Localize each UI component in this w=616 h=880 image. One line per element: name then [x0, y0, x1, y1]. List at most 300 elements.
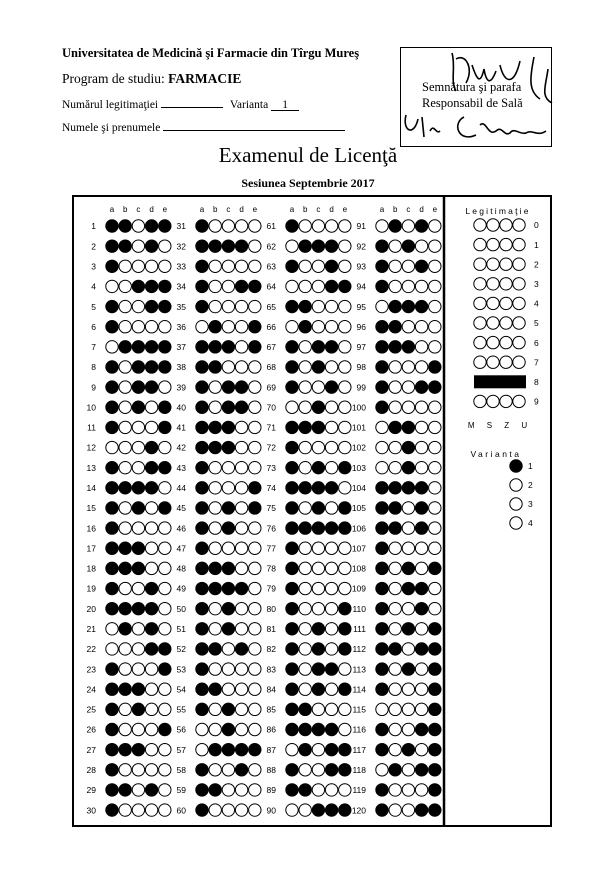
legitimation-bubble-4[interactable] [500, 297, 512, 309]
bubble-q63-b[interactable] [299, 260, 311, 272]
bubble-q6-a[interactable] [106, 321, 118, 333]
bubble-q5-c[interactable] [132, 300, 144, 312]
bubble-q2-c[interactable] [132, 240, 144, 252]
bubble-q47-a[interactable] [196, 542, 208, 554]
bubble-q16-e[interactable] [159, 522, 171, 534]
bubble-q82-d[interactable] [325, 643, 337, 655]
bubble-q12-d[interactable] [145, 441, 157, 453]
bubble-q32-c[interactable] [222, 240, 234, 252]
bubble-q38-b[interactable] [209, 361, 221, 373]
bubble-q85-e[interactable] [339, 703, 351, 715]
bubble-q38-a[interactable] [196, 361, 208, 373]
bubble-q106-c[interactable] [402, 522, 414, 534]
bubble-q101-e[interactable] [429, 421, 441, 433]
bubble-q19-d[interactable] [145, 582, 157, 594]
bubble-q50-b[interactable] [209, 602, 221, 614]
bubble-q69-e[interactable] [339, 381, 351, 393]
bubble-q39-c[interactable] [222, 381, 234, 393]
bubble-q93-c[interactable] [402, 260, 414, 272]
bubble-q78-c[interactable] [312, 562, 324, 574]
bubble-q21-b[interactable] [119, 623, 131, 635]
bubble-q111-e[interactable] [429, 623, 441, 635]
bubble-q50-d[interactable] [235, 602, 247, 614]
bubble-q56-b[interactable] [209, 723, 221, 735]
bubble-q108-a[interactable] [376, 562, 388, 574]
bubble-q79-a[interactable] [286, 582, 298, 594]
bubble-q110-b[interactable] [389, 602, 401, 614]
bubble-q33-b[interactable] [209, 260, 221, 272]
bubble-q83-c[interactable] [312, 663, 324, 675]
bubble-q58-d[interactable] [235, 764, 247, 776]
bubble-q25-d[interactable] [145, 703, 157, 715]
bubble-q117-a[interactable] [376, 743, 388, 755]
bubble-q73-a[interactable] [286, 461, 298, 473]
bubble-q31-c[interactable] [222, 220, 234, 232]
bubble-q27-b[interactable] [119, 743, 131, 755]
bubble-q77-d[interactable] [325, 542, 337, 554]
bubble-q22-c[interactable] [132, 643, 144, 655]
bubble-q116-b[interactable] [389, 723, 401, 735]
bubble-q64-e[interactable] [339, 280, 351, 292]
bubble-q98-d[interactable] [415, 361, 427, 373]
bubble-q13-a[interactable] [106, 461, 118, 473]
bubble-q80-d[interactable] [325, 602, 337, 614]
bubble-q35-c[interactable] [222, 300, 234, 312]
bubble-q102-e[interactable] [429, 441, 441, 453]
bubble-q90-d[interactable] [325, 804, 337, 816]
bubble-q46-d[interactable] [235, 522, 247, 534]
bubble-q74-d[interactable] [325, 482, 337, 494]
bubble-q74-b[interactable] [299, 482, 311, 494]
bubble-q53-a[interactable] [196, 663, 208, 675]
bubble-q2-d[interactable] [145, 240, 157, 252]
bubble-q97-b[interactable] [389, 341, 401, 353]
bubble-q72-d[interactable] [325, 441, 337, 453]
variant-bubble-1[interactable] [510, 460, 522, 472]
bubble-q1-e[interactable] [159, 220, 171, 232]
bubble-q52-b[interactable] [209, 643, 221, 655]
bubble-q62-b[interactable] [299, 240, 311, 252]
bubble-q60-a[interactable] [196, 804, 208, 816]
bubble-q87-e[interactable] [339, 743, 351, 755]
bubble-q66-d[interactable] [325, 321, 337, 333]
bubble-q66-e[interactable] [339, 321, 351, 333]
bubble-q81-c[interactable] [312, 623, 324, 635]
bubble-q60-b[interactable] [209, 804, 221, 816]
bubble-q67-c[interactable] [312, 341, 324, 353]
bubble-q90-e[interactable] [339, 804, 351, 816]
bubble-q76-b[interactable] [299, 522, 311, 534]
bubble-q109-e[interactable] [429, 582, 441, 594]
bubble-q7-e[interactable] [159, 341, 171, 353]
bubble-q79-e[interactable] [339, 582, 351, 594]
bubble-q38-c[interactable] [222, 361, 234, 373]
bubble-q41-b[interactable] [209, 421, 221, 433]
bubble-q37-b[interactable] [209, 341, 221, 353]
bubble-q96-c[interactable] [402, 321, 414, 333]
bubble-q97-a[interactable] [376, 341, 388, 353]
bubble-q46-a[interactable] [196, 522, 208, 534]
legitimation-bubble-5[interactable] [487, 317, 499, 329]
bubble-q109-d[interactable] [415, 582, 427, 594]
bubble-q75-d[interactable] [325, 502, 337, 514]
bubble-q24-a[interactable] [106, 683, 118, 695]
bubble-q23-e[interactable] [159, 663, 171, 675]
bubble-q98-e[interactable] [429, 361, 441, 373]
bubble-q7-d[interactable] [145, 341, 157, 353]
bubble-q38-e[interactable] [249, 361, 261, 373]
bubble-q15-d[interactable] [145, 502, 157, 514]
bubble-q68-e[interactable] [339, 361, 351, 373]
bubble-q96-a[interactable] [376, 321, 388, 333]
bubble-q111-c[interactable] [402, 623, 414, 635]
bubble-q44-c[interactable] [222, 482, 234, 494]
bubble-q53-c[interactable] [222, 663, 234, 675]
bubble-q21-e[interactable] [159, 623, 171, 635]
bubble-q20-d[interactable] [145, 602, 157, 614]
legitimation-bubble-5[interactable] [500, 317, 512, 329]
bubble-q36-b[interactable] [209, 321, 221, 333]
legitimation-bubble-6[interactable] [500, 336, 512, 348]
bubble-q10-b[interactable] [119, 401, 131, 413]
bubble-q42-e[interactable] [249, 441, 261, 453]
bubble-q108-d[interactable] [415, 562, 427, 574]
bubble-q120-d[interactable] [415, 804, 427, 816]
bubble-q113-b[interactable] [389, 663, 401, 675]
bubble-q88-c[interactable] [312, 764, 324, 776]
legitimation-bubble-6[interactable] [474, 336, 486, 348]
bubble-q64-d[interactable] [325, 280, 337, 292]
bubble-q10-a[interactable] [106, 401, 118, 413]
legitimation-bubble-6[interactable] [513, 336, 525, 348]
bubble-q45-a[interactable] [196, 502, 208, 514]
bubble-q61-b[interactable] [299, 220, 311, 232]
bubble-q70-b[interactable] [299, 401, 311, 413]
bubble-q22-b[interactable] [119, 643, 131, 655]
bubble-q61-c[interactable] [312, 220, 324, 232]
bubble-q29-e[interactable] [159, 784, 171, 796]
bubble-q47-c[interactable] [222, 542, 234, 554]
bubble-q107-b[interactable] [389, 542, 401, 554]
legitimation-bubble-2[interactable] [500, 258, 512, 270]
bubble-q41-d[interactable] [235, 421, 247, 433]
bubble-q115-c[interactable] [402, 703, 414, 715]
bubble-q119-c[interactable] [402, 784, 414, 796]
bubble-q97-d[interactable] [415, 341, 427, 353]
bubble-q19-b[interactable] [119, 582, 131, 594]
bubble-q85-a[interactable] [286, 703, 298, 715]
bubble-q21-c[interactable] [132, 623, 144, 635]
bubble-q98-c[interactable] [402, 361, 414, 373]
bubble-q8-a[interactable] [106, 361, 118, 373]
bubble-q70-d[interactable] [325, 401, 337, 413]
bubble-q114-c[interactable] [402, 683, 414, 695]
bubble-q118-b[interactable] [389, 764, 401, 776]
bubble-q40-d[interactable] [235, 401, 247, 413]
bubble-q113-c[interactable] [402, 663, 414, 675]
bubble-q119-b[interactable] [389, 784, 401, 796]
bubble-q13-b[interactable] [119, 461, 131, 473]
bubble-q29-a[interactable] [106, 784, 118, 796]
bubble-q34-b[interactable] [209, 280, 221, 292]
bubble-q105-b[interactable] [389, 502, 401, 514]
bubble-q49-a[interactable] [196, 582, 208, 594]
bubble-q70-c[interactable] [312, 401, 324, 413]
bubble-q74-e[interactable] [339, 482, 351, 494]
bubble-q42-b[interactable] [209, 441, 221, 453]
bubble-q66-a[interactable] [286, 321, 298, 333]
bubble-q27-c[interactable] [132, 743, 144, 755]
bubble-q82-e[interactable] [339, 643, 351, 655]
bubble-q92-d[interactable] [415, 240, 427, 252]
bubble-q80-a[interactable] [286, 602, 298, 614]
bubble-q100-c[interactable] [402, 401, 414, 413]
bubble-q1-d[interactable] [145, 220, 157, 232]
bubble-q14-d[interactable] [145, 482, 157, 494]
bubble-q70-e[interactable] [339, 401, 351, 413]
bubble-q71-e[interactable] [339, 421, 351, 433]
legitimation-bubble-1[interactable] [513, 238, 525, 250]
bubble-q35-a[interactable] [196, 300, 208, 312]
bubble-q78-a[interactable] [286, 562, 298, 574]
bubble-q74-c[interactable] [312, 482, 324, 494]
bubble-q119-d[interactable] [415, 784, 427, 796]
bubble-q43-e[interactable] [249, 461, 261, 473]
bubble-q46-e[interactable] [249, 522, 261, 534]
bubble-q52-d[interactable] [235, 643, 247, 655]
bubble-q57-e[interactable] [249, 743, 261, 755]
bubble-q92-e[interactable] [429, 240, 441, 252]
bubble-q52-c[interactable] [222, 643, 234, 655]
bubble-q83-b[interactable] [299, 663, 311, 675]
bubble-q84-e[interactable] [339, 683, 351, 695]
bubble-q95-c[interactable] [402, 300, 414, 312]
bubble-q111-d[interactable] [415, 623, 427, 635]
bubble-q56-c[interactable] [222, 723, 234, 735]
bubble-q48-b[interactable] [209, 562, 221, 574]
bubble-q77-c[interactable] [312, 542, 324, 554]
bubble-q51-b[interactable] [209, 623, 221, 635]
bubble-q75-b[interactable] [299, 502, 311, 514]
bubble-q61-d[interactable] [325, 220, 337, 232]
bubble-q93-d[interactable] [415, 260, 427, 272]
bubble-q12-a[interactable] [106, 441, 118, 453]
bubble-q76-a[interactable] [286, 522, 298, 534]
bubble-q34-a[interactable] [196, 280, 208, 292]
bubble-q85-b[interactable] [299, 703, 311, 715]
bubble-q63-e[interactable] [339, 260, 351, 272]
bubble-q44-b[interactable] [209, 482, 221, 494]
bubble-q10-c[interactable] [132, 401, 144, 413]
bubble-q103-a[interactable] [376, 461, 388, 473]
bubble-q81-a[interactable] [286, 623, 298, 635]
bubble-q94-b[interactable] [389, 280, 401, 292]
bubble-q17-e[interactable] [159, 542, 171, 554]
bubble-q63-c[interactable] [312, 260, 324, 272]
bubble-q18-e[interactable] [159, 562, 171, 574]
bubble-q117-c[interactable] [402, 743, 414, 755]
bubble-q26-e[interactable] [159, 723, 171, 735]
bubble-q45-b[interactable] [209, 502, 221, 514]
bubble-q63-a[interactable] [286, 260, 298, 272]
bubble-q42-d[interactable] [235, 441, 247, 453]
bubble-q81-e[interactable] [339, 623, 351, 635]
bubble-q116-e[interactable] [429, 723, 441, 735]
bubble-q72-b[interactable] [299, 441, 311, 453]
bubble-q9-e[interactable] [159, 381, 171, 393]
bubble-q51-d[interactable] [235, 623, 247, 635]
bubble-q14-e[interactable] [159, 482, 171, 494]
bubble-q38-d[interactable] [235, 361, 247, 373]
bubble-q107-e[interactable] [429, 542, 441, 554]
bubble-q114-a[interactable] [376, 683, 388, 695]
bubble-q99-b[interactable] [389, 381, 401, 393]
bubble-q68-a[interactable] [286, 361, 298, 373]
bubble-q84-c[interactable] [312, 683, 324, 695]
legitimation-bubble-0[interactable] [500, 219, 512, 231]
bubble-q94-a[interactable] [376, 280, 388, 292]
legitimation-bubble-3[interactable] [487, 278, 499, 290]
legitimation-bubble-7[interactable] [500, 356, 512, 368]
bubble-q30-b[interactable] [119, 804, 131, 816]
bubble-q43-a[interactable] [196, 461, 208, 473]
bubble-q115-a[interactable] [376, 703, 388, 715]
bubble-q33-c[interactable] [222, 260, 234, 272]
bubble-q112-a[interactable] [376, 643, 388, 655]
bubble-q71-c[interactable] [312, 421, 324, 433]
variant-field[interactable]: 1 [271, 99, 299, 111]
bubble-q112-d[interactable] [415, 643, 427, 655]
bubble-q40-c[interactable] [222, 401, 234, 413]
bubble-q17-a[interactable] [106, 542, 118, 554]
bubble-q21-d[interactable] [145, 623, 157, 635]
bubble-q103-d[interactable] [415, 461, 427, 473]
bubble-q88-d[interactable] [325, 764, 337, 776]
bubble-q28-e[interactable] [159, 764, 171, 776]
bubble-q89-d[interactable] [325, 784, 337, 796]
bubble-q34-e[interactable] [249, 280, 261, 292]
bubble-q117-d[interactable] [415, 743, 427, 755]
legitimation-bubble-1[interactable] [474, 238, 486, 250]
bubble-q56-a[interactable] [196, 723, 208, 735]
bubble-q95-a[interactable] [376, 300, 388, 312]
bubble-q86-d[interactable] [325, 723, 337, 735]
bubble-q24-d[interactable] [145, 683, 157, 695]
bubble-q101-a[interactable] [376, 421, 388, 433]
bubble-q55-e[interactable] [249, 703, 261, 715]
bubble-q105-d[interactable] [415, 502, 427, 514]
bubble-q59-c[interactable] [222, 784, 234, 796]
bubble-q50-e[interactable] [249, 602, 261, 614]
bubble-q107-d[interactable] [415, 542, 427, 554]
bubble-q67-d[interactable] [325, 341, 337, 353]
bubble-q89-b[interactable] [299, 784, 311, 796]
bubble-q106-a[interactable] [376, 522, 388, 534]
bubble-q90-b[interactable] [299, 804, 311, 816]
bubble-q29-c[interactable] [132, 784, 144, 796]
bubble-q107-a[interactable] [376, 542, 388, 554]
bubble-q32-d[interactable] [235, 240, 247, 252]
bubble-q11-b[interactable] [119, 421, 131, 433]
bubble-q41-c[interactable] [222, 421, 234, 433]
bubble-q46-b[interactable] [209, 522, 221, 534]
bubble-q101-b[interactable] [389, 421, 401, 433]
legitimation-bubble-3[interactable] [513, 278, 525, 290]
bubble-q89-e[interactable] [339, 784, 351, 796]
bubble-q92-a[interactable] [376, 240, 388, 252]
bubble-q116-a[interactable] [376, 723, 388, 735]
bubble-q35-e[interactable] [249, 300, 261, 312]
bubble-q110-d[interactable] [415, 602, 427, 614]
bubble-q47-b[interactable] [209, 542, 221, 554]
bubble-q87-b[interactable] [299, 743, 311, 755]
bubble-q66-c[interactable] [312, 321, 324, 333]
bubble-q18-c[interactable] [132, 562, 144, 574]
bubble-q27-a[interactable] [106, 743, 118, 755]
bubble-q111-a[interactable] [376, 623, 388, 635]
bubble-q64-c[interactable] [312, 280, 324, 292]
bubble-q65-c[interactable] [312, 300, 324, 312]
bubble-q83-d[interactable] [325, 663, 337, 675]
bubble-q75-a[interactable] [286, 502, 298, 514]
bubble-q1-b[interactable] [119, 220, 131, 232]
bubble-q11-c[interactable] [132, 421, 144, 433]
bubble-q93-b[interactable] [389, 260, 401, 272]
bubble-q6-c[interactable] [132, 321, 144, 333]
bubble-q20-c[interactable] [132, 602, 144, 614]
bubble-q91-e[interactable] [429, 220, 441, 232]
legitimation-bubble-5[interactable] [513, 317, 525, 329]
bubble-q69-b[interactable] [299, 381, 311, 393]
bubble-q119-e[interactable] [429, 784, 441, 796]
bubble-q91-a[interactable] [376, 220, 388, 232]
bubble-q44-d[interactable] [235, 482, 247, 494]
bubble-q54-b[interactable] [209, 683, 221, 695]
bubble-q72-e[interactable] [339, 441, 351, 453]
legitimation-bubble-4[interactable] [487, 297, 499, 309]
bubble-q109-c[interactable] [402, 582, 414, 594]
bubble-q114-d[interactable] [415, 683, 427, 695]
bubble-q102-d[interactable] [415, 441, 427, 453]
bubble-q18-d[interactable] [145, 562, 157, 574]
bubble-q96-d[interactable] [415, 321, 427, 333]
bubble-q76-d[interactable] [325, 522, 337, 534]
bubble-q4-c[interactable] [132, 280, 144, 292]
bubble-q27-d[interactable] [145, 743, 157, 755]
bubble-q51-a[interactable] [196, 623, 208, 635]
bubble-q99-d[interactable] [415, 381, 427, 393]
bubble-q98-a[interactable] [376, 361, 388, 373]
bubble-q77-b[interactable] [299, 542, 311, 554]
bubble-q114-e[interactable] [429, 683, 441, 695]
bubble-q87-a[interactable] [286, 743, 298, 755]
bubble-q41-e[interactable] [249, 421, 261, 433]
bubble-q7-a[interactable] [106, 341, 118, 353]
bubble-q115-b[interactable] [389, 703, 401, 715]
bubble-q59-e[interactable] [249, 784, 261, 796]
bubble-q64-b[interactable] [299, 280, 311, 292]
bubble-q65-e[interactable] [339, 300, 351, 312]
bubble-q98-b[interactable] [389, 361, 401, 373]
bubble-q71-d[interactable] [325, 421, 337, 433]
bubble-q69-a[interactable] [286, 381, 298, 393]
bubble-q55-d[interactable] [235, 703, 247, 715]
bubble-q106-e[interactable] [429, 522, 441, 534]
bubble-q8-c[interactable] [132, 361, 144, 373]
bubble-q6-b[interactable] [119, 321, 131, 333]
bubble-q23-c[interactable] [132, 663, 144, 675]
bubble-q16-d[interactable] [145, 522, 157, 534]
